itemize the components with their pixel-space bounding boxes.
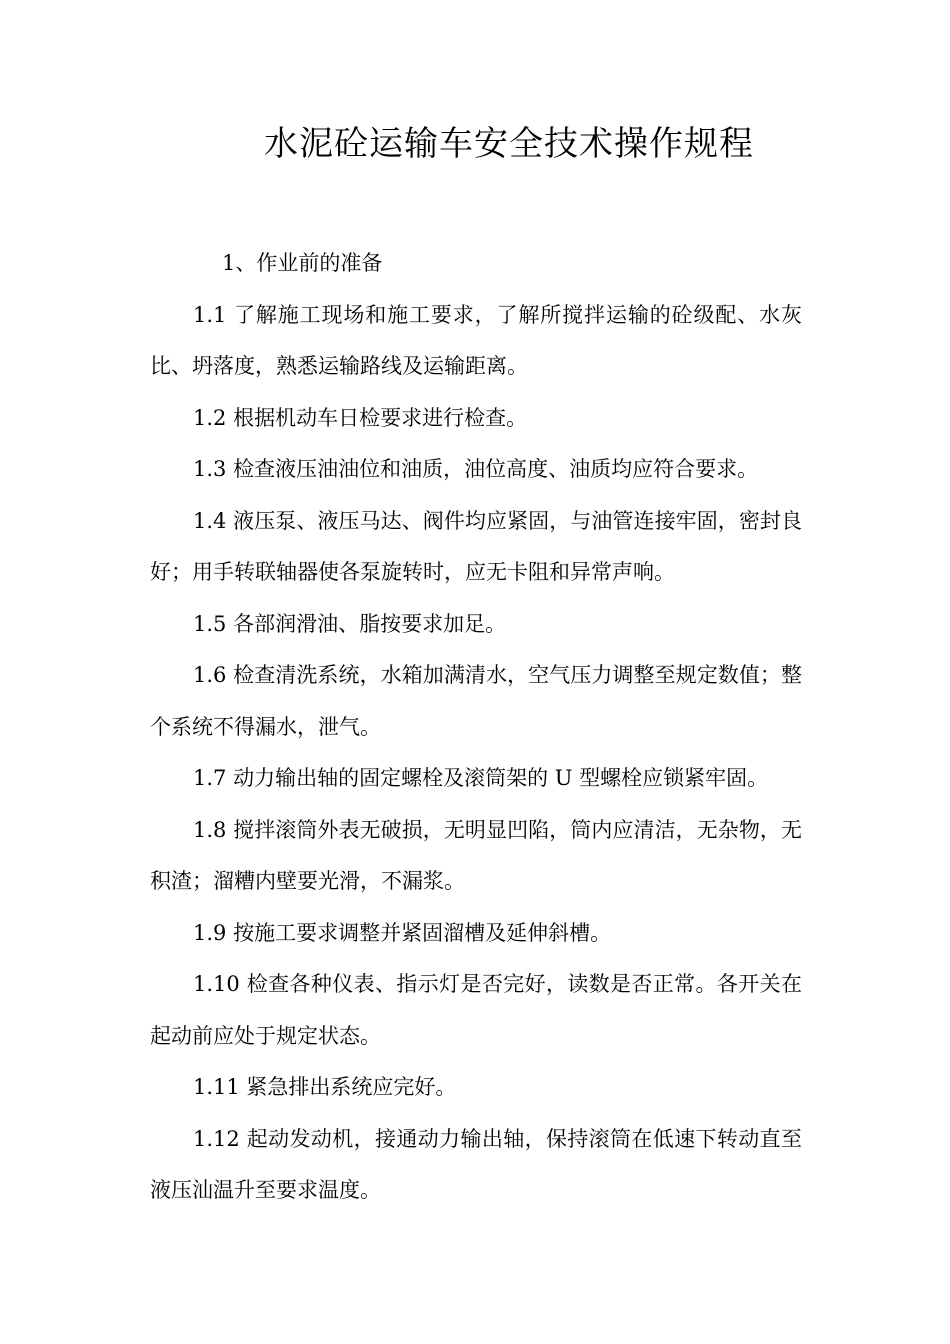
paragraph-1-6: 1.6 检查清洗系统，水箱加满清水，空气压力调整至规定数值；整个系统不得漏水，泄气。 [150, 663, 802, 739]
paragraph-1-11: 1.11 紧急排出系统应完好。 [193, 1075, 457, 1099]
paragraph-1-2: 1.2 根据机动车日检要求进行检查。 [193, 405, 528, 430]
document-body [150, 238, 802, 1217]
paragraph-1-7: 1.7 动力输出轴的固定螺栓及滚筒架的 U 型螺栓应锁紧牢固。 [193, 766, 769, 790]
paragraph-1-4: 1.4 液压泵、液压马达、阀件均应紧固，与油管连接牢固，密封良好；用手转联轴器使各泵旋转时，应无卡阻和异常声响。 [150, 508, 802, 584]
paragraph-1-1: 1.1 了解施工现场和施工要求，了解所搅拌运输的砼级配、水灰比、坍落度，熟悉运输路线及运输距离。 [150, 302, 802, 378]
paragraph-1-9: 1.9 按施工要求调整并紧固溜槽及延伸斜槽。 [193, 920, 612, 945]
paragraph-1-8: 1.8 搅拌滚筒外表无破损，无明显凹陷，筒内应清洁，无杂物，无积渣；溜糟内壁要光滑，不漏浆。 [150, 817, 802, 893]
paragraph-1-3: 1.3 检查液压油油位和油质，油位高度、油质均应符合要求。 [193, 457, 759, 481]
paragraph-1-10: 1.10 检查各种仪表、指示灯是否完好，读数是否正常。各开关在起动前应处于规定状态。 [150, 972, 802, 1048]
section-heading: 1、作业前的准备 [222, 251, 383, 275]
document-title: 水泥砼运输车安全技术操作规程 [264, 124, 754, 164]
paragraph-1-5: 1.5 各部润滑油、脂按要求加足。 [193, 611, 507, 636]
paragraph-1-12: 1.12 起动发动机，接通动力输出轴，保持滚筒在低速下转动直至液压汕温升至要求温度。 [150, 1126, 802, 1202]
